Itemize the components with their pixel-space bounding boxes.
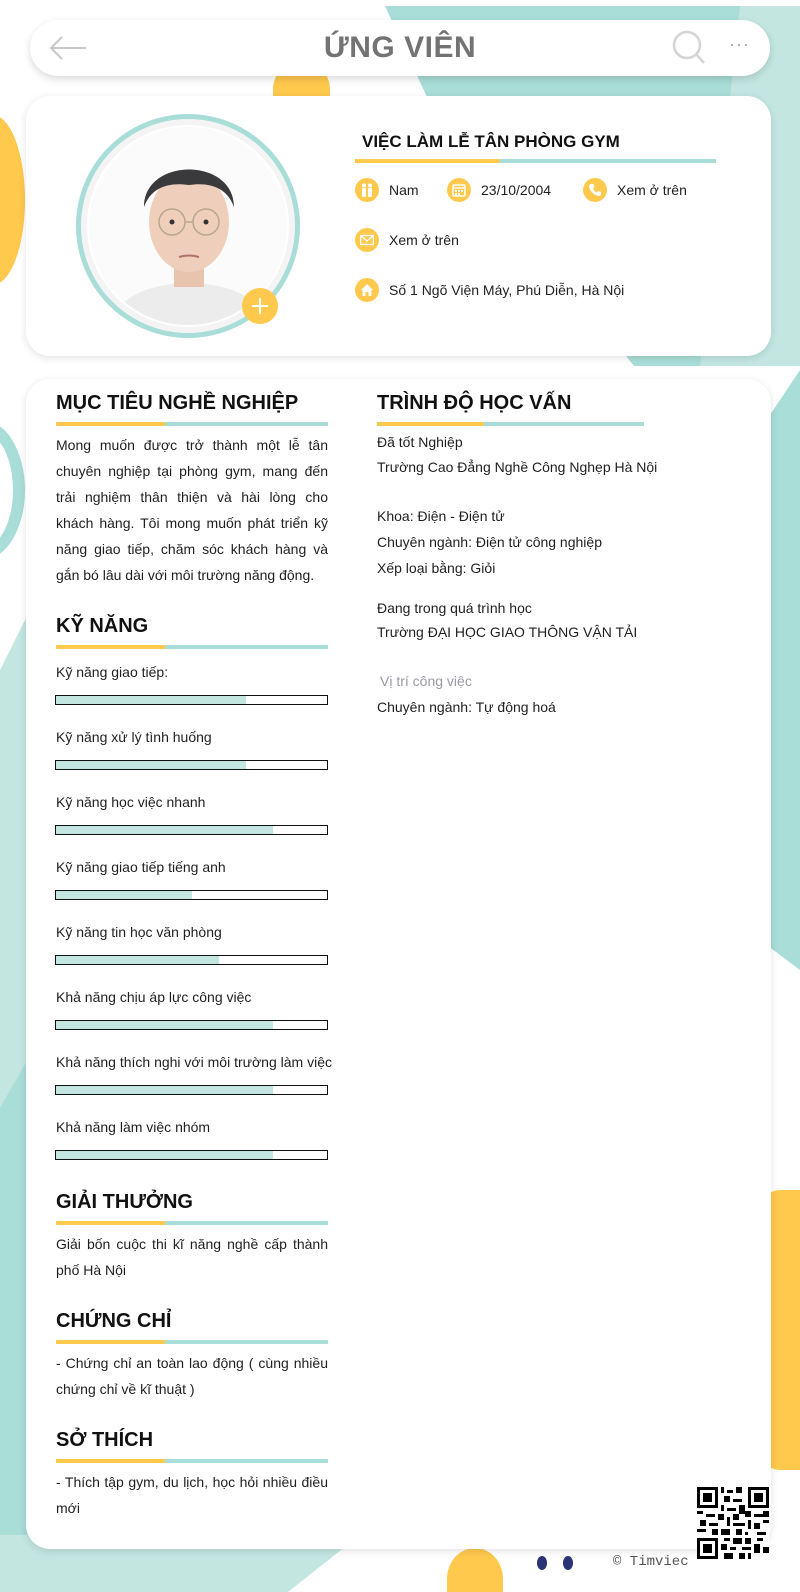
education-title: TRÌNH ĐỘ HỌC VẤN xyxy=(377,392,572,414)
search-icon xyxy=(672,30,708,66)
education-line: Đã tốt Nghiệp xyxy=(377,434,463,450)
birthday-row xyxy=(447,178,551,202)
arrow-left-icon xyxy=(48,34,88,62)
pagination-dots[interactable] xyxy=(537,1556,573,1570)
bg-shape xyxy=(447,1548,503,1592)
skill-progress-bar xyxy=(55,1150,328,1160)
envelope-icon xyxy=(355,228,379,252)
skill-progress-bar xyxy=(55,1020,328,1030)
address-row xyxy=(355,278,624,302)
phone-icon xyxy=(583,178,607,202)
job-position-label: Vị trí công việc xyxy=(380,673,472,689)
objective-text: Mong muốn được trở thành một lễ tân chuyên nghiệp tại phòng gym, mang đến trải nghiệm thân thiện và hài lòng cho khách hàng. Tôi mong muốn phát triển kỹ năng giao tiếp, chăm sóc khách hàng và gắn bó lâu dài với môi trường năng động. xyxy=(56,437,328,583)
education-line: Chuyên ngành: Tự động hoá xyxy=(377,699,556,715)
education-line: Trường ĐẠI HỌC GIAO THÔNG VẬN TẢI xyxy=(377,624,638,640)
calendar-icon xyxy=(447,178,471,202)
education-line: Khoa: Điện - Điện tử xyxy=(377,508,505,524)
address-value: Số 1 Ngõ Viện Máy, Phú Diễn, Hà Nội xyxy=(389,282,625,298)
awards-title: GIẢI THƯỞNG xyxy=(56,1191,193,1213)
skill-label: Khả năng làm việc nhóm xyxy=(56,1119,211,1135)
page-title: ỨNG VIÊN xyxy=(323,31,477,64)
resume-body-card xyxy=(26,379,771,1549)
skill-label: Kỹ năng giao tiếp tiếng anh xyxy=(56,859,226,875)
section-underline xyxy=(56,422,328,426)
skill-label: Kỹ năng học việc nhanh xyxy=(56,794,206,810)
top-bar xyxy=(30,20,770,76)
skills-title: KỸ NĂNG xyxy=(56,615,149,637)
qr-code xyxy=(697,1487,769,1559)
education-line: Xếp loại bằng: Giỏi xyxy=(377,560,496,576)
email-row xyxy=(355,228,459,252)
gender-icon xyxy=(355,178,379,202)
skill-label: Kỹ năng tin học văn phòng xyxy=(56,924,222,940)
bg-shape xyxy=(0,115,25,285)
add-photo-button[interactable] xyxy=(242,288,278,324)
skill-label: Kỹ năng xử lý tình huống xyxy=(56,729,212,745)
skill-progress-bar xyxy=(55,955,328,965)
gender-row xyxy=(355,178,419,202)
education-line: Đang trong quá trình học xyxy=(377,600,532,616)
phone-value: Xem ở trên xyxy=(617,182,687,198)
skill-progress-bar xyxy=(55,760,328,770)
hobbies-text: - Thích tập gym, du lịch, học hỏi nhiều điều mới xyxy=(56,1474,328,1516)
skill-progress-bar xyxy=(55,695,328,705)
title-underline xyxy=(355,159,716,163)
job-title: VIỆC LÀM LỄ TÂN PHÒNG GYM xyxy=(362,132,620,151)
back-button[interactable] xyxy=(48,34,88,62)
skill-label: Khả năng chịu áp lực công việc xyxy=(56,989,252,1005)
birthday-value: 23/10/2004 xyxy=(481,182,552,198)
section-underline xyxy=(377,422,644,426)
education-line: Chuyên ngành: Điện tử công nghiệp xyxy=(377,534,602,550)
gender-value: Nam xyxy=(389,182,419,198)
section-underline xyxy=(56,1221,328,1225)
certificates-title: CHỨNG CHỈ xyxy=(56,1310,172,1332)
skill-label: Khả năng thích nghi với môi trường làm việc xyxy=(56,1054,332,1070)
profile-card xyxy=(26,96,771,356)
phone-row xyxy=(583,178,687,202)
certificates-text: - Chứng chỉ an toàn lao động ( cùng nhiều chứng chỉ về kĩ thuật ) xyxy=(56,1355,328,1397)
more-options-button[interactable]: ··· xyxy=(729,34,750,54)
awards-text: Giải bốn cuộc thi kĩ năng nghề cấp thành phố Hà Nội xyxy=(56,1236,328,1278)
copyright-text: © Timviec xyxy=(613,1554,689,1570)
objective-title: MỤC TIÊU NGHỀ NGHIỆP xyxy=(56,392,299,414)
bg-shape xyxy=(0,420,25,560)
dot[interactable] xyxy=(563,1556,573,1570)
section-underline xyxy=(56,645,328,649)
plus-icon xyxy=(250,296,270,316)
email-value: Xem ở trên xyxy=(389,232,459,248)
hobbies-title: SỞ THÍCH xyxy=(56,1429,154,1451)
section-underline xyxy=(56,1459,328,1463)
education-line: Trường Cao Đẳng Nghề Công Nghẹp Hà Nội xyxy=(377,459,658,475)
dot[interactable] xyxy=(537,1556,547,1570)
search-button[interactable] xyxy=(672,30,708,66)
skill-progress-bar xyxy=(55,825,328,835)
qr-code-icon xyxy=(697,1487,769,1559)
skill-progress-bar xyxy=(55,1085,328,1095)
home-icon xyxy=(355,278,379,302)
section-underline xyxy=(56,1340,328,1344)
skill-label: Kỹ năng giao tiếp: xyxy=(56,664,169,680)
skill-progress-bar xyxy=(55,890,328,900)
